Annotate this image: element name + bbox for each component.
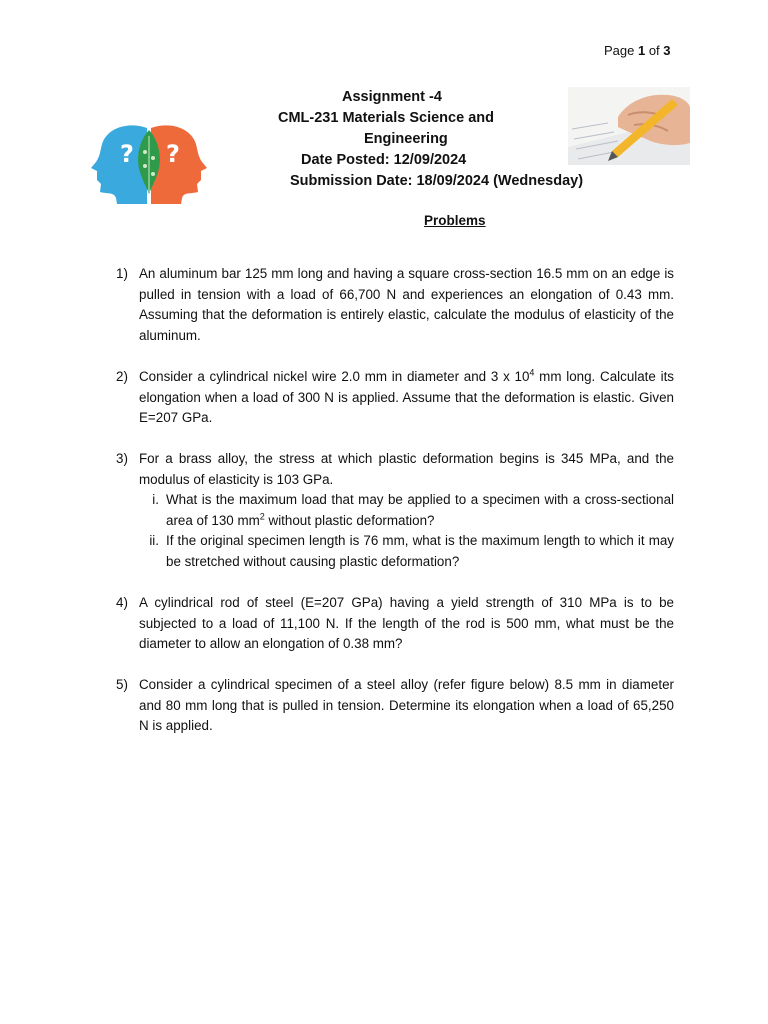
- problem-number: 2): [116, 369, 128, 384]
- date-posted: Date Posted: 12/09/2024: [301, 152, 467, 168]
- problem-2: [116, 367, 674, 429]
- total-pages: 3: [663, 43, 671, 58]
- problems-heading: Problems: [424, 213, 486, 228]
- assignment-title: Assignment -4: [342, 89, 442, 105]
- problem-3: [116, 449, 674, 572]
- course-title-line2: Engineering: [364, 131, 448, 147]
- problem-text: For a brass alloy, the stress at which plastic deformation begins is 345 MPa, and the modulus of elasticity is 103 GPa.: [139, 451, 674, 487]
- submission-date: Submission Date: 18/09/2024 (Wednesday): [290, 173, 584, 189]
- current-page: 1: [637, 43, 646, 58]
- problem-number: 4): [116, 595, 128, 610]
- problem-text: A cylindrical rod of steel (E=207 GPa) having a yield strength of 310 MPa is to be subjected to a load of 11,100 N. If the length of the rod is 500 mm, what must be the diameter to allow an elongation of 0.38 mm?: [139, 595, 674, 651]
- course-title-line1: CML-231 Materials Science and: [278, 110, 494, 126]
- problem-number: 5): [116, 677, 128, 692]
- problem-4: [116, 593, 674, 655]
- problem-text: Consider a cylindrical specimen of a steel alloy (refer figure below) 8.5 mm in diameter and 80 mm long that is pulled in tension. Determine its elongation when a load of 65,250 N is applied.: [139, 677, 674, 733]
- problem-1: [116, 264, 674, 346]
- superscript: 4: [529, 367, 535, 378]
- problem-text: Consider a cylindrical nickel wire 2.0 mm in diameter and 3 x $10^4$ mm long. Calculate its elongation when a load of 300 N is applied. Assume that the deformation is elastic. Given E=207 GPa.: [139, 367, 674, 425]
- svg-text:?: ?: [166, 140, 180, 168]
- superscript: 2: [259, 511, 265, 522]
- page-number: Page 1 of 3: [604, 43, 671, 58]
- problem-number: 3): [116, 451, 128, 466]
- problem-text: An aluminum bar 125 mm long and having a square cross-section 16.5 mm on an edge is pulled in tension with a load of 66,700 N and experiences an elongation of 0.43 mm. Assuming that the deformation is entirely elastic, calculate the modulus of elasticity of the aluminum.: [139, 266, 674, 343]
- hand-writing-image: [568, 87, 690, 165]
- svg-text:?: ?: [120, 140, 134, 168]
- problem-5: [116, 675, 674, 737]
- sub-question-ii: ii. If the original specimen length is 76 mm, what is the maximum length to which it may be stretched without causing plastic deformation?: [166, 531, 674, 572]
- two-heads-question-logo-icon: [90, 122, 208, 204]
- sub-question-i: i. What is the maximum load that may be applied to a specimen with a cross-sectional area of 130 $mm^2$ without plastic deformation?: [166, 490, 674, 531]
- sub-question-number: ii.: [149, 533, 159, 548]
- problem-number: 1): [116, 266, 128, 281]
- sub-question-number: i.: [152, 492, 159, 507]
